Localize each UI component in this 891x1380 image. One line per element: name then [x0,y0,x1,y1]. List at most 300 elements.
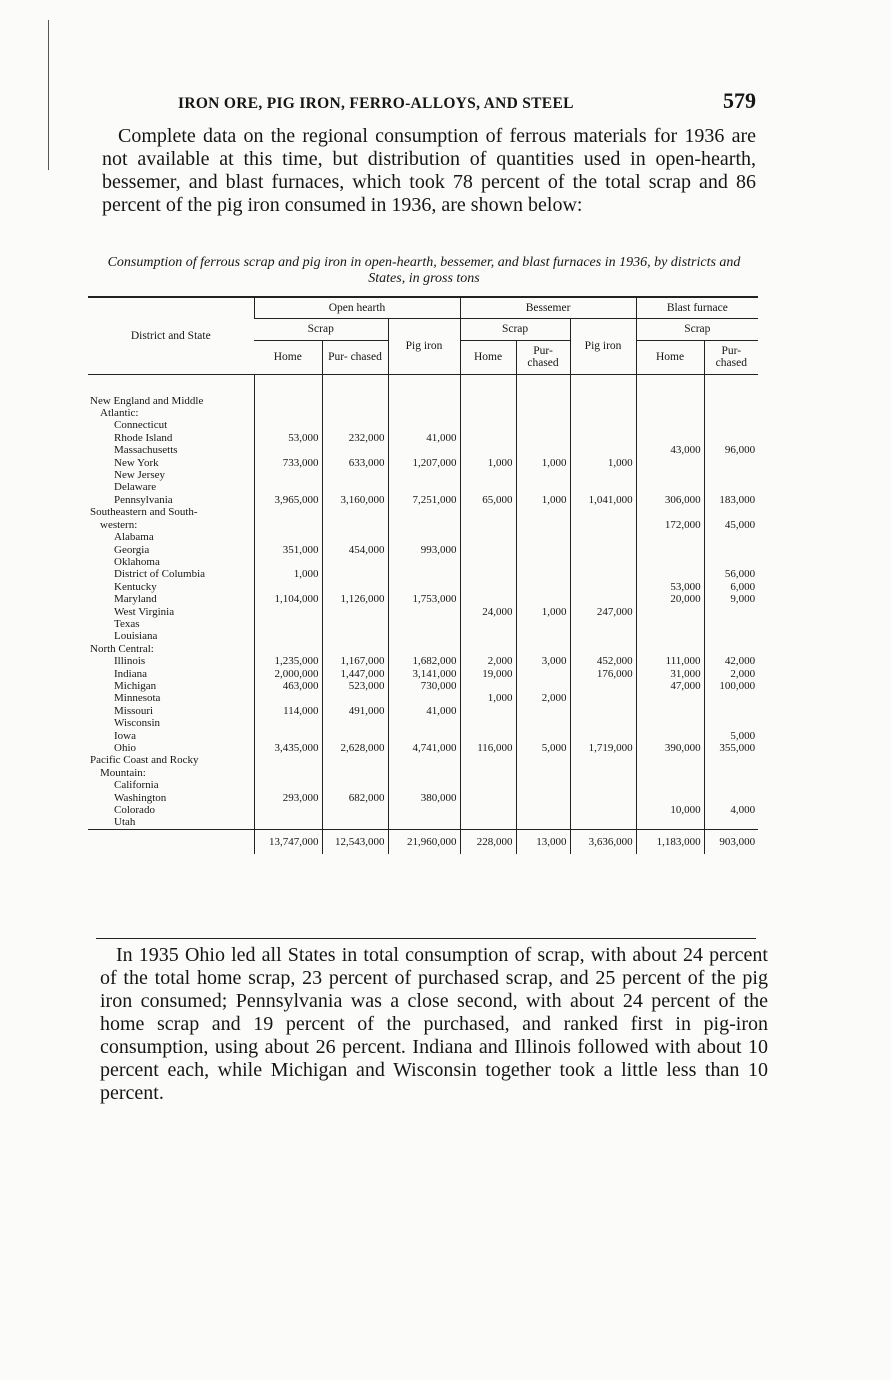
table-cell: 41,000 [388,705,460,717]
row-label: Iowa [114,729,136,742]
table-row [88,643,758,655]
table-cell [254,395,322,407]
table-cell [636,717,704,729]
table-caption: Consumption of ferrous scrap and pig iron in open-hearth, bessemer, and blast furnaces in 1936, by districts and States, in gross tons [107,255,741,286]
table-cell [570,692,636,704]
table-cell [254,419,322,431]
row-label: Rhode Island [114,431,173,444]
table-cell: 232,000 [322,432,388,444]
table-cell: 31,000 [636,668,704,680]
table-row [88,544,758,556]
table-cell: 1,235,000 [254,655,322,667]
table-row [88,457,758,469]
row-label: Southeastern and South- [90,506,198,519]
table-cell [388,630,460,642]
table-cell [636,754,704,766]
table-cell [516,481,570,493]
table-cell: 452,000 [570,655,636,667]
table-cell [570,593,636,605]
table-cell [322,692,388,704]
table-cell [636,506,704,518]
table-cell: 176,000 [570,668,636,680]
table-cell [570,419,636,431]
table-cell [516,531,570,543]
table-row [88,469,758,481]
row-label: Ohio [114,742,136,754]
table-cell [704,407,758,419]
table-cell [570,544,636,556]
table-cell [322,717,388,729]
table-cell [704,779,758,791]
table-cell [460,568,516,580]
row-label: western: [100,518,138,531]
table-cell [254,804,322,816]
table-cell: 3,965,000 [254,494,322,506]
table-cell [570,754,636,766]
spacer-cell [254,374,322,395]
table-cell [388,754,460,766]
table-row [88,593,758,605]
table-cell [460,680,516,692]
table-cell: 2,000 [516,692,570,704]
table-row [88,680,758,692]
spacer-cell [460,374,516,395]
table-cell [460,630,516,642]
table-cell [704,643,758,655]
table-cell: 20,000 [636,593,704,605]
table-cell: 56,000 [704,568,758,580]
spacer-cell [570,374,636,395]
table-cell: 1,682,000 [388,655,460,667]
table-cell: 43,000 [636,444,704,456]
table-cell [460,556,516,568]
table-cell [516,568,570,580]
row-label: New Jersey [114,469,166,482]
table-cell: 7,251,000 [388,494,460,506]
table-cell [636,779,704,791]
table-cell [254,816,322,829]
table-cell [460,519,516,531]
table-cell [254,606,322,618]
table-cell [460,544,516,556]
table-cell: 1,719,000 [570,742,636,754]
table-cell [460,730,516,742]
table-cell [570,792,636,804]
table-cell [460,767,516,779]
table-row [88,395,758,407]
table-cell [516,556,570,568]
table-row [88,419,758,431]
table-row [88,444,758,456]
table-cell [254,444,322,456]
table-cell: 4,000 [704,804,758,816]
table-cell: 6,000 [704,581,758,593]
table-cell [254,481,322,493]
table-cell: 3,141,000 [388,668,460,680]
table-cell: 2,000 [460,655,516,667]
table-cell [636,469,704,481]
table-cell [636,419,704,431]
spacer-cell [516,374,570,395]
table-cell [388,606,460,618]
table-cell [322,481,388,493]
consumption-table-wrapper [88,296,758,854]
table-cell [570,469,636,481]
table-row [88,742,758,754]
table-cell [254,556,322,568]
table-cell [388,581,460,593]
table-row [88,556,758,568]
table-cell [254,779,322,791]
table-cell [460,816,516,829]
table-cell [636,705,704,717]
table-cell: 454,000 [322,544,388,556]
table-cell: 491,000 [322,705,388,717]
table-cell [460,779,516,791]
table-row [88,692,758,704]
table-cell [516,668,570,680]
table-row [88,494,758,506]
table-row [88,816,758,829]
table-cell [388,568,460,580]
oh-home-header: Home [254,340,322,374]
table-cell [322,419,388,431]
table-cell [570,767,636,779]
table-cell: 380,000 [388,792,460,804]
table-cell: 1,000 [254,568,322,580]
table-row [88,618,758,630]
table-cell [460,581,516,593]
table-cell [570,581,636,593]
table-cell: 1,000 [460,457,516,469]
table-row [88,668,758,680]
table-cell [636,692,704,704]
table-cell [704,506,758,518]
table-cell: 247,000 [570,606,636,618]
table-row [88,630,758,642]
table-cell [704,544,758,556]
table-cell [516,432,570,444]
table-cell: 2,628,000 [322,742,388,754]
row-label: New York [114,456,159,469]
table-cell [388,730,460,742]
table-cell [570,407,636,419]
bes-purchased-header: Pur- chased [516,340,570,374]
row-label: Minnesota [114,692,161,705]
table-cell [254,730,322,742]
bessemer-header: Bessemer [460,297,636,319]
table-cell [704,816,758,829]
table-row [88,481,758,493]
table-cell [570,432,636,444]
table-cell [388,618,460,630]
table-cell [516,680,570,692]
table-row [88,407,758,419]
table-cell: 116,000 [460,742,516,754]
table-cell [570,680,636,692]
table-cell [636,643,704,655]
table-cell: 24,000 [460,606,516,618]
table-cell [460,705,516,717]
table-cell [516,407,570,419]
total-cell: 903,000 [704,829,758,854]
row-label: North Central: [90,642,154,655]
table-row [88,705,758,717]
table-cell: 41,000 [388,432,460,444]
table-cell [704,419,758,431]
table-cell: 523,000 [322,680,388,692]
table-cell: 1,207,000 [388,457,460,469]
table-cell [636,730,704,742]
table-row [88,531,758,543]
table-row [88,754,758,766]
table-cell [636,816,704,829]
table-cell: 1,126,000 [322,593,388,605]
table-cell [254,519,322,531]
table-cell [704,556,758,568]
table-cell [570,568,636,580]
table-row [88,792,758,804]
table-cell [388,419,460,431]
table-body [88,374,758,854]
table-cell [516,717,570,729]
table-cell [388,816,460,829]
table-cell [388,519,460,531]
table-cell [322,643,388,655]
table-cell [460,419,516,431]
table-cell [570,556,636,568]
table-cell: 1,000 [516,606,570,618]
bes-pig-iron-header: Pig iron [570,319,636,374]
row-label: Maryland [114,593,157,606]
table-cell [254,717,322,729]
table-cell: 1,000 [516,457,570,469]
table-cell [388,444,460,456]
bes-home-header: Home [460,340,516,374]
table-cell [322,469,388,481]
table-cell: 355,000 [704,742,758,754]
table-cell: 5,000 [704,730,758,742]
row-label: Michigan [114,679,157,692]
table-cell [516,618,570,630]
table-cell [636,395,704,407]
table-cell [516,792,570,804]
totals-row [88,829,758,854]
table-cell [636,407,704,419]
row-label: Kentucky [114,580,157,593]
table-cell [460,618,516,630]
oh-purchased-header: Pur- chased [322,340,388,374]
table-cell [460,531,516,543]
table-cell [516,519,570,531]
table-row [88,655,758,667]
table-row [88,730,758,742]
table-cell [516,816,570,829]
table-cell [460,469,516,481]
table-cell: 111,000 [636,655,704,667]
table-cell [704,395,758,407]
table-cell [254,630,322,642]
table-cell: 114,000 [254,705,322,717]
table-cell: 9,000 [704,593,758,605]
running-head: IRON ORE, PIG IRON, FERRO-ALLOYS, AND STEEL [178,95,574,112]
table-cell [460,593,516,605]
row-label: Mountain: [100,766,146,779]
table-cell [704,606,758,618]
table-cell [704,618,758,630]
total-cell: 228,000 [460,829,516,854]
table-cell: 1,167,000 [322,655,388,667]
spacer-cell [88,374,254,395]
table-cell: 183,000 [704,494,758,506]
table-cell [636,457,704,469]
table-cell [322,407,388,419]
table-cell [704,630,758,642]
blast-furnace-header: Blast furnace [636,297,758,319]
table-cell: 733,000 [254,457,322,469]
spacer-cell [636,374,704,395]
table-cell: 53,000 [636,581,704,593]
table-row [88,804,758,816]
row-label: Massachusetts [114,444,178,457]
table-cell [636,630,704,642]
table-cell [570,816,636,829]
totals-label-cell [88,829,254,854]
table-cell [636,792,704,804]
table-cell [704,692,758,704]
table-cell [570,481,636,493]
table-cell: 463,000 [254,680,322,692]
table-cell [460,643,516,655]
open-hearth-header: Open hearth [254,297,460,319]
row-label: Georgia [114,543,150,556]
table-cell [322,767,388,779]
table-cell [704,754,758,766]
table-cell [388,692,460,704]
table-cell [570,779,636,791]
table-cell [570,519,636,531]
row-label: Delaware [114,481,157,494]
row-label: Connecticut [114,419,168,432]
row-label: West Virginia [114,605,175,618]
table-cell [388,481,460,493]
bf-home-header: Home [636,340,704,374]
table-cell [460,432,516,444]
row-label: Atlantic: [100,407,139,420]
table-cell: 172,000 [636,519,704,531]
table-spacer-row [88,374,758,395]
table-cell [516,469,570,481]
row-label: Missouri [114,704,154,717]
table-cell: 3,000 [516,655,570,667]
table-cell: 45,000 [704,519,758,531]
table-cell [570,531,636,543]
table-cell [460,792,516,804]
row-label: Illinois [114,655,146,668]
row-label: Oklahoma [114,555,160,568]
table-cell [388,531,460,543]
table-cell: 293,000 [254,792,322,804]
table-cell [516,506,570,518]
table-cell [254,767,322,779]
total-cell: 21,960,000 [388,829,460,854]
oh-pig-iron-header: Pig iron [388,319,460,374]
table-cell [704,531,758,543]
table-cell: 1,000 [516,494,570,506]
row-label: Pacific Coast and Rocky [90,754,199,767]
total-cell: 3,636,000 [570,829,636,854]
table-cell [704,717,758,729]
table-cell [516,630,570,642]
table-bottom-rule [96,938,756,939]
table-cell [636,432,704,444]
table-cell [322,506,388,518]
table-row [88,779,758,791]
table-cell [388,717,460,729]
table-cell: 1,000 [570,457,636,469]
table-row [88,506,758,518]
table-cell: 633,000 [322,457,388,469]
table-cell [704,481,758,493]
row-label: Indiana [114,667,147,680]
table-cell: 993,000 [388,544,460,556]
table-cell [388,804,460,816]
table-cell: 1,104,000 [254,593,322,605]
table-cell [460,717,516,729]
table-cell [322,556,388,568]
table-cell [322,444,388,456]
table-cell [254,643,322,655]
table-cell [322,395,388,407]
table-cell [570,618,636,630]
table-cell [636,531,704,543]
table-cell [704,767,758,779]
table-cell [636,606,704,618]
consumption-table [88,296,758,854]
table-cell [636,544,704,556]
table-cell: 351,000 [254,544,322,556]
table-cell [388,469,460,481]
table-cell [704,457,758,469]
table-cell: 47,000 [636,680,704,692]
table-cell [388,767,460,779]
table-cell [570,804,636,816]
table-cell [636,481,704,493]
row-label: Alabama [114,531,154,544]
table-cell [388,779,460,791]
table-cell [322,754,388,766]
page-number: 579 [723,88,756,113]
table-cell [460,754,516,766]
table-cell: 100,000 [704,680,758,692]
table-cell: 4,741,000 [388,742,460,754]
table-cell [460,481,516,493]
table-cell [516,705,570,717]
table-cell [516,419,570,431]
table-cell [254,754,322,766]
table-cell: 1,000 [460,692,516,704]
table-cell [636,618,704,630]
table-cell [516,544,570,556]
table-cell: 3,160,000 [322,494,388,506]
table-cell [460,804,516,816]
table-cell: 682,000 [322,792,388,804]
table-cell [570,730,636,742]
table-cell: 1,041,000 [570,494,636,506]
table-cell [460,444,516,456]
table-cell [570,630,636,642]
table-cell [460,395,516,407]
